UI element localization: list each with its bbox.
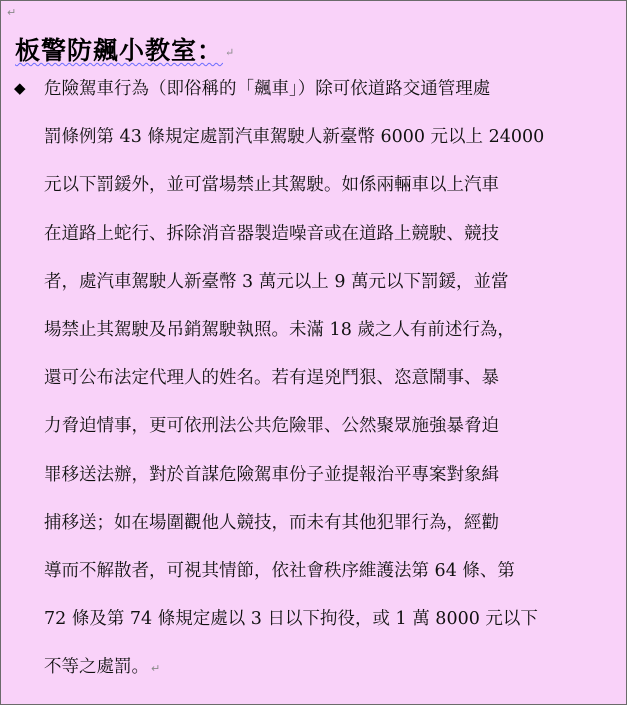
text-line: 捕移送；如在場圍觀他人競技，而未有其他犯罪行為，經勸: [44, 512, 499, 533]
title-text: 板警防飆小教室：: [15, 36, 224, 65]
text-line: 不等之處罰。: [44, 657, 149, 678]
text-line: 還可公布法定代理人的姓名。若有逞兇鬥狠、恣意鬧事、暴: [44, 368, 499, 389]
text-line: 導而不解散者，可視其情節，依社會秩序維護法第 64 條、第: [44, 560, 515, 581]
paragraph-mark: ↵: [151, 662, 161, 676]
text-line: 場禁止其駕駛及吊銷駕駛執照。未滿 18 歲之人有前述行為，: [44, 319, 515, 340]
text-line: 罰條例第 43 條規定處罰汽車駕駛人新臺幣 6000 元以上 24000: [44, 127, 545, 148]
paragraph-mark: ↵: [7, 6, 17, 19]
text-line: 元以下罰鍰外，並可當場禁止其駕駛。如係兩輛車以上汽車: [44, 175, 499, 196]
text-line: 力脅迫情事，更可依刑法公共危險罪、公然聚眾施強暴脅迫: [44, 416, 499, 437]
text-line: 者，處汽車駕駛人新臺幣 3 萬元以上 9 萬元以下罰鍰，並當: [44, 271, 509, 292]
text-line: 在道路上蛇行、拆除消音器製造噪音或在道路上競駛、競技: [44, 223, 499, 244]
text-line: 罪移送法辦，對於首謀危險駕車份子並提報治平專案對象緝: [44, 464, 499, 485]
text-line: 72 條及第 74 條規定處以 3 日以下拘役，或 1 萬 8000 元以下: [44, 609, 538, 630]
diamond-bullet-icon: ◆: [14, 79, 26, 97]
text-line: 危險駕車行為（即俗稱的「飆車」）除可依道路交通管理處: [44, 79, 491, 99]
document-title: [15, 31, 235, 67]
text-line-last: [44, 651, 619, 699]
body-paragraph: [44, 73, 619, 699]
paragraph-mark: ↵: [225, 46, 236, 59]
